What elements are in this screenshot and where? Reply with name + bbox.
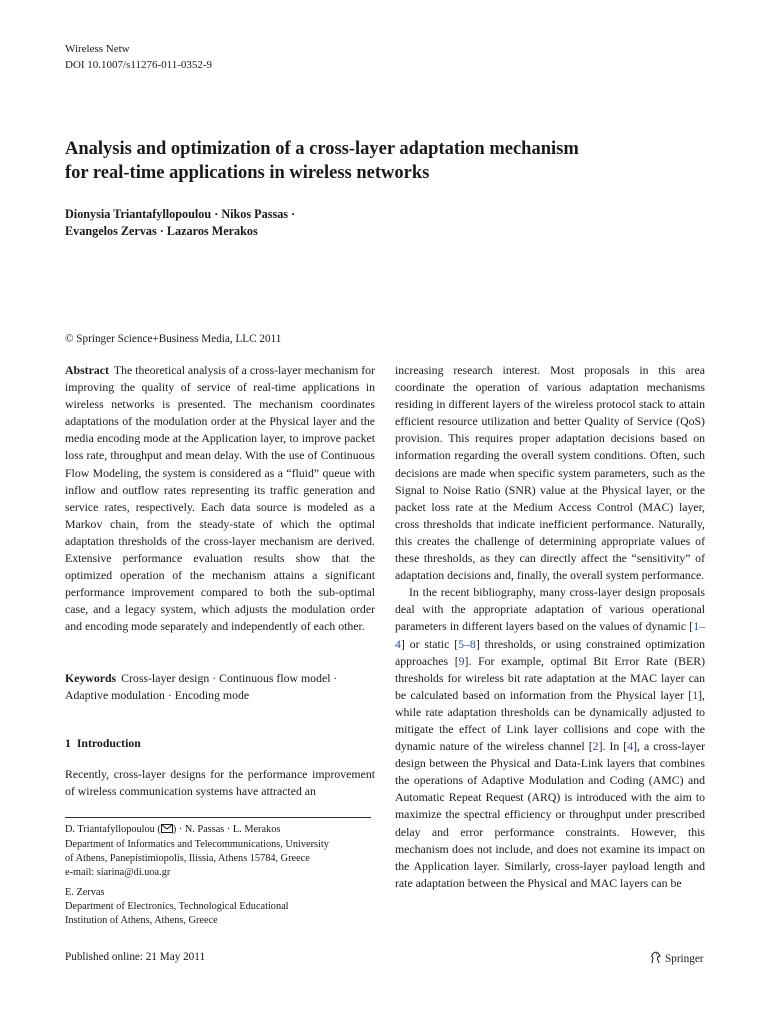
doi[interactable]: DOI 10.1007/s11276-011-0352-9: [65, 59, 213, 71]
title-line-1: Analysis and optimization of a cross-layer adaptation mechanism: [65, 139, 579, 159]
affiliation-author: E. Zervas: [65, 887, 105, 898]
citation-link[interactable]: 4: [627, 739, 634, 754]
citation-link[interactable]: 9: [458, 653, 465, 668]
affiliation-authors-line: D. Triantafyllopoulou ( ) · N. Passas · L. Merakos: [65, 823, 375, 838]
affiliation-email[interactable]: e-mail: siarina@di.uoa.gr: [65, 867, 171, 878]
affiliation-inst-2: Institution of Athens, Athens, Greece: [65, 915, 218, 926]
journal-name: Wireless Netw: [65, 43, 130, 55]
title-line-2: for real-time applications in wireless networks: [65, 163, 430, 183]
section-heading: [65, 736, 141, 751]
citation-link[interactable]: 1: [692, 687, 699, 702]
envelope-icon[interactable]: [161, 824, 173, 838]
publisher-logo: [649, 951, 704, 967]
intro-paragraph: Recently, cross-layer designs for the performance improvement of wireless communication systems have attracted an: [65, 767, 375, 799]
keywords-text: Cross-layer design · Continuous flow model · Adaptive modulation · Encoding mode: [65, 671, 338, 703]
abstract: [65, 362, 375, 636]
affiliation-address: of Athens, Panepistimiopolis, Ilissia, Athens 15784, Greece: [65, 853, 310, 864]
author-list: [65, 206, 705, 240]
springer-wordmark: Springer: [665, 953, 704, 965]
affiliation-dept-2: Department of Electronics, Technological Educational: [65, 901, 289, 912]
published-date: Published online: 21 May 2011: [65, 951, 206, 963]
authors-line-1: Dionysia Triantafyllopoulou · Nikos Passas ·: [65, 207, 296, 221]
paper-title: [65, 137, 705, 185]
citation-link[interactable]: 1–4: [395, 619, 705, 651]
section-title: Introduction: [76, 736, 141, 750]
right-column: [395, 362, 705, 892]
right-paragraph-1: increasing research interest. Most proposals in this area coordinate the operation of various adaptation mechanisms residing in different layers of the wireless protocol stack to attain efficient resource utilization and better Quality of Service (QoS) provision. This requires proper adaptation decisions based on information regarding the overall system conditions. Often, such decisions are made when specific system parameters, such as the Signal to Noise Ratio (SNR) value at the Physical layer, or the packet loss rate at the Medium Access Control (MAC) layer, cross thresholds that indicate inefficient performance. Naturally, this creates the challenge of determining appropriate values of these thresholds, as they can directly affect the “sensitivity” of adaptation decisions and, finally, the overall system performance.: [395, 363, 705, 583]
abstract-text: The theoretical analysis of a cross-layer mechanism for improving the quality of service of real-time applications in wireless networks is presented. The mechanism coordinates adaptations of the modulation order at the Physical layer and the media encoding mode at the Application layer, to improve packet loss rate, throughput and mean delay. With the use of Continuous Flow Modeling, the system is considered as a “fluid” queue with inflow and outflow rates representing its traffic generation and service rates, respectively. Each data source is modeled as a Markov chain, from the steady-state of which the optimal adaptation thresholds of the cross-layer mechanism are derived. Extensive performance evaluation results show that the optimized operation of the mechanism attains a significant performance improvement compared to both the sub-optimal case, and a legacy system, which adjusts the modulation order and encoding mode separately and independently of each other.: [65, 363, 375, 634]
springer-horse-icon: [649, 951, 662, 967]
affiliation-block-2: [65, 886, 375, 928]
footnote-divider: [65, 817, 371, 818]
keywords: [65, 670, 375, 704]
right-paragraph-2: In the recent bibliography, many cross-layer design proposals deal with the appropriate adaptation of various operational parameters in different layers based on the values of dynamic [1–4] or static [5–8] thresholds, or using constrained optimization approaches [9]. For example, optimal Bit Error Rate (BER) thresholds for wireless bit rate adaptation at the MAC layer can be calculated based on information from the Physical layer [1], while rate adaptation thresholds can be dynamically adjusted to mitigate the effect of Link layer collisions and cope with the dynamic nature of the wireless channel [2]. In [4], a cross-layer design between the Physical and Data-Link layers that combines the operations of Adaptive Modulation and Coding (AMC) and Automatic Repeat Request (ARQ) is introduced with the aim to maximize the spectral efficiency or throughput under prescribed delay and error performance constraints. However, this mechanism does not include, and does not examine its impact on the Application layer. Similarly, cross-layer payload length and rate adaptation between the Physical and MAC layers can be: [395, 585, 706, 890]
citation-link[interactable]: 2: [592, 739, 599, 754]
citation-link[interactable]: 5–8: [458, 636, 476, 651]
abstract-label: Abstract: [65, 363, 109, 377]
affiliation-block-1: [65, 823, 375, 880]
copyright-notice: © Springer Science+Business Media, LLC 2011: [65, 333, 282, 345]
keywords-label: Keywords: [65, 671, 117, 685]
section-number: 1: [65, 736, 71, 750]
affiliation-dept: Department of Informatics and Telecommunications, University: [65, 839, 329, 850]
authors-line-2: Evangelos Zervas · Lazaros Merakos: [65, 224, 258, 238]
journal-header: [65, 41, 212, 73]
